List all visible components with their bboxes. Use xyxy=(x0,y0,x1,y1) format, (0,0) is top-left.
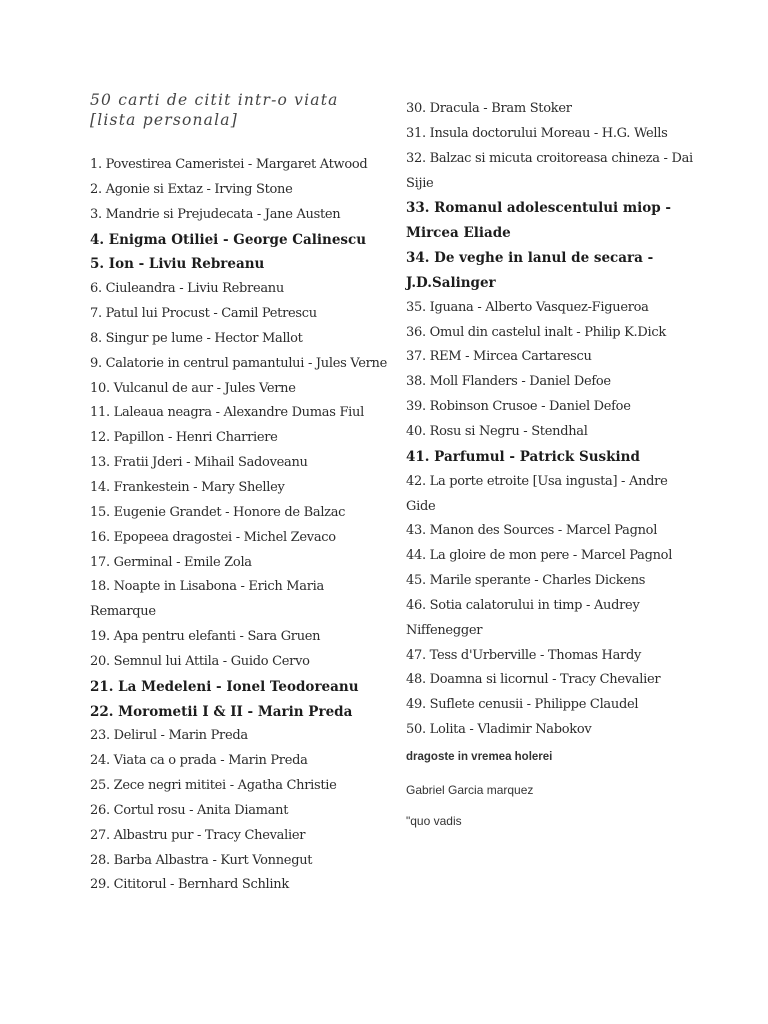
book-item: 18. Noapte in Lisabona - Erich Maria Remarque xyxy=(90,579,324,620)
book-item: 36. Omul din castelul inalt - Philip K.Dick xyxy=(406,324,666,340)
book-item: 41. Parfumul - Patrick Suskind xyxy=(406,448,640,465)
book-item: 23. Delirul - Marin Preda xyxy=(90,728,248,744)
book-item: 42. La porte etroite [Usa ingusta] - Andre Gide xyxy=(406,473,668,514)
book-item: 24. Viata ca o prada - Marin Preda xyxy=(90,753,308,769)
book-list-right xyxy=(406,97,696,743)
book-item: 37. REM - Mircea Cartarescu xyxy=(406,349,592,365)
book-item: 11. Laleaua neagra - Alexandre Dumas Fiul xyxy=(90,405,364,421)
page-title: 50 carti de citit intr-o viata [lista personala] xyxy=(90,91,339,129)
book-item: 49. Suflete cenusii - Philippe Claudel xyxy=(406,697,639,713)
book-item: 40. Rosu si Negru - Stendhal xyxy=(406,423,588,439)
book-item: 35. Iguana - Alberto Vasquez-Figueroa xyxy=(406,299,649,315)
book-list-left xyxy=(90,153,390,898)
book-item: 43. Manon des Sources - Marcel Pagnol xyxy=(406,523,658,539)
note-line-2: Gabriel Garcia marquez xyxy=(406,783,534,797)
book-item: 20. Semnul lui Attila - Guido Cervo xyxy=(90,653,310,669)
book-item: 45. Marile sperante - Charles Dickens xyxy=(406,573,646,589)
book-item: 48. Doamna si licornul - Tracy Chevalier xyxy=(406,672,661,688)
book-item: 33. Romanul adolescentului miop - Mircea Eliade xyxy=(406,200,672,242)
book-item: 9. Calatorie in centrul pamantului - Jules Verne xyxy=(90,355,387,371)
book-item: 47. Tess d'Urberville - Thomas Hardy xyxy=(406,647,642,663)
book-item: 2. Agonie si Extaz - Irving Stone xyxy=(90,181,293,197)
book-item: 14. Frankestein - Mary Shelley xyxy=(90,479,285,495)
book-item: 22. Morometii I & II - Marin Preda xyxy=(90,703,353,720)
book-item: 21. La Medeleni - Ionel Teodoreanu xyxy=(90,678,359,695)
book-item: 1. Povestirea Cameristei - Margaret Atwood xyxy=(90,157,368,172)
book-item: 34. De veghe in lanul de secara - J.D.Salinger xyxy=(406,250,654,291)
book-item: 6. Ciuleandra - Liviu Rebreanu xyxy=(90,281,284,297)
note-line-3: "quo vadis xyxy=(406,814,462,828)
book-item: 13. Fratii Jderi - Mihail Sadoveanu xyxy=(90,455,308,471)
book-item: 50. Lolita - Vladimir Nabokov xyxy=(406,722,592,738)
book-item: 29. Cititorul - Bernhard Schlink xyxy=(90,877,289,893)
book-item: 31. Insula doctorului Moreau - H.G. Wells xyxy=(406,125,668,141)
book-item: 16. Epopeea dragostei - Michel Zevaco xyxy=(90,529,336,545)
book-item: 32. Balzac si micuta croitoreasa chineza - Dai Sijie xyxy=(406,150,693,191)
note-line-1: dragoste in vremea holerei xyxy=(406,751,553,763)
book-item: 3. Mandrie si Prejudecata - Jane Austen xyxy=(90,206,341,222)
book-item: 25. Zece negri mititei - Agatha Christie xyxy=(90,778,337,794)
book-item: 4. Enigma Otiliei - George Calinescu xyxy=(90,231,367,248)
book-item: 26. Cortul rosu - Anita Diamant xyxy=(90,802,289,818)
book-item: 44. La gloire de mon pere - Marcel Pagnol xyxy=(406,548,673,564)
book-item: 12. Papillon - Henri Charriere xyxy=(90,430,278,446)
book-item: 28. Barba Albastra - Kurt Vonnegut xyxy=(90,852,313,868)
book-item: 38. Moll Flanders - Daniel Defoe xyxy=(406,374,611,390)
book-item: 17. Germinal - Emile Zola xyxy=(90,554,252,570)
book-item: 7. Patul lui Procust - Camil Petrescu xyxy=(90,306,317,322)
book-item: 27. Albastru pur - Tracy Chevalier xyxy=(90,827,306,843)
book-item: 15. Eugenie Grandet - Honore de Balzac xyxy=(90,504,346,520)
book-item: 46. Sotia calatorului in timp - Audrey Niffenegger xyxy=(406,597,640,638)
book-item: 39. Robinson Crusoe - Daniel Defoe xyxy=(406,399,631,415)
book-item: 5. Ion - Liviu Rebreanu xyxy=(90,256,265,273)
book-item: 19. Apa pentru elefanti - Sara Gruen xyxy=(90,629,321,645)
book-item: 10. Vulcanul de aur - Jules Verne xyxy=(90,380,296,396)
book-item: 30. Dracula - Bram Stoker xyxy=(406,101,572,116)
book-item: 8. Singur pe lume - Hector Mallot xyxy=(90,330,303,346)
